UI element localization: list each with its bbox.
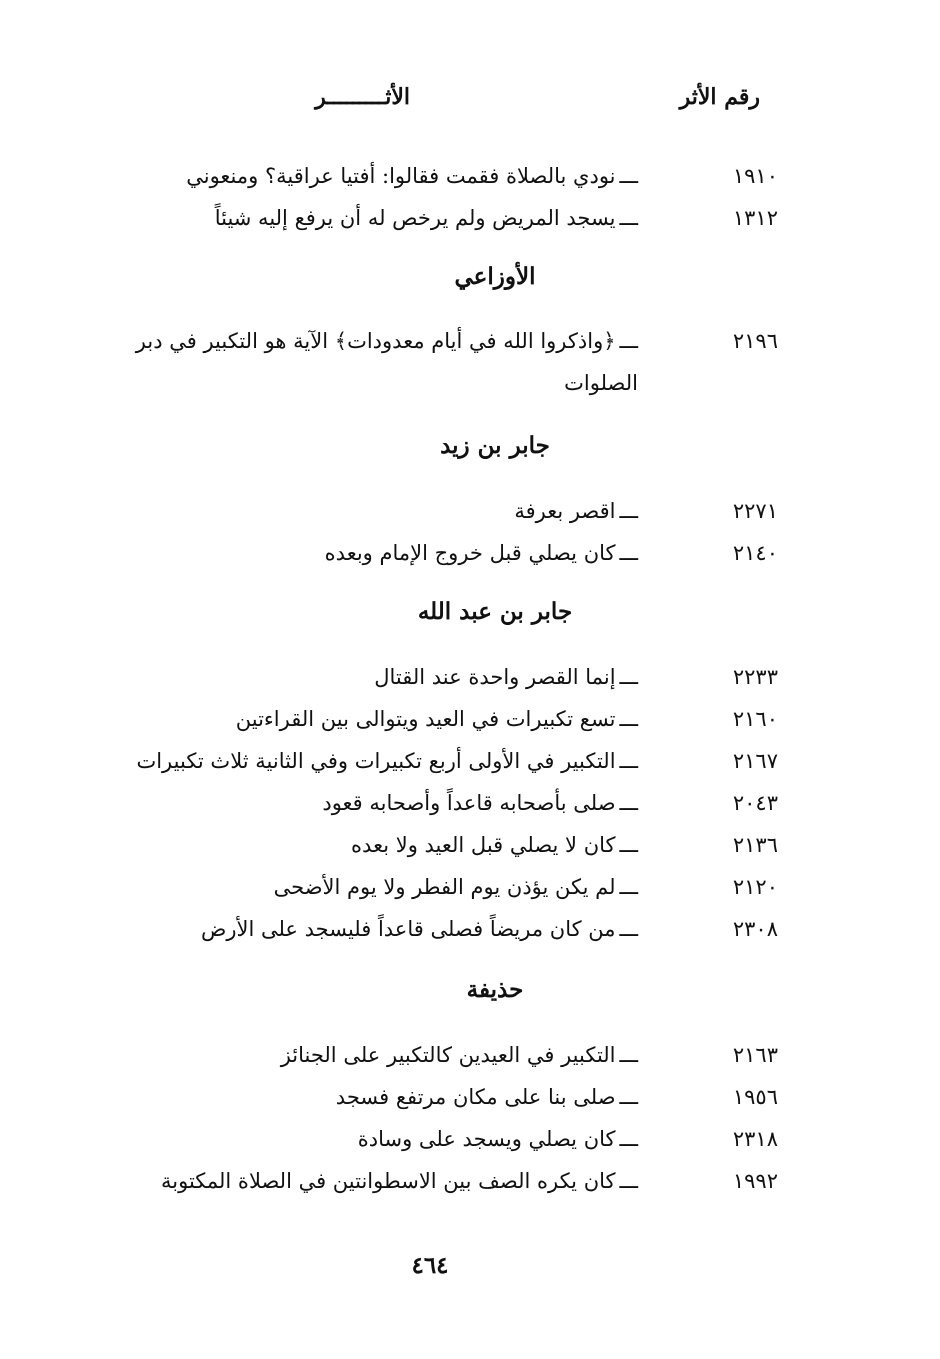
entry-text: ـــمن كان مريضاً فصلى قاعداً فليسجد على الأرض — [98, 908, 638, 950]
entry-number: ٢٢٣٣ — [732, 665, 778, 689]
entry-dash: ـــ — [619, 329, 638, 353]
table-header — [140, 84, 760, 124]
page-number: ٤٦٤ — [411, 1252, 449, 1279]
entry-dash: ـــ — [619, 1127, 638, 1151]
entry-number: ٢١٦٣ — [732, 1043, 778, 1067]
entry-dash: ـــ — [619, 749, 638, 773]
entry-dash: ـــ — [619, 1043, 638, 1067]
entry-number: ٢١٤٠ — [732, 541, 778, 565]
entry-dash: ـــ — [619, 833, 638, 857]
entry-number: ١٩١٠ — [732, 164, 778, 188]
entry-dash: ـــ — [619, 665, 638, 689]
entry-dash: ـــ — [619, 206, 638, 230]
section-title: حذيفة — [466, 976, 524, 1003]
entry-number: ٢١٦٧ — [732, 749, 778, 773]
entry-number: ٢١٣٦ — [732, 833, 778, 857]
header-number-column: رقم الأثر — [679, 84, 760, 110]
entry-dash: ـــ — [619, 917, 638, 941]
entry-text: ـــصلى بأصحابه قاعداً وأصحابه قعود — [98, 782, 638, 824]
entry-text: ـــنودي بالصلاة فقمت فقالوا: أفتيا عراقية؟ ومنعوني — [98, 155, 638, 197]
section-title: جابر بن زيد — [440, 432, 550, 459]
section-title: جابر بن عبد الله — [417, 598, 573, 625]
entry-number: ٢٢٧١ — [732, 499, 778, 523]
entry-dash: ـــ — [619, 791, 638, 815]
entry-number: ٢١٢٠ — [732, 875, 778, 899]
entry-dash: ـــ — [619, 164, 638, 188]
entry-text: ـــيسجد المريض ولم يرخص له أن يرفع إليه شيئاً — [98, 197, 638, 239]
entry-text: ـــ﴿واذكروا الله في أيام معدودات﴾ الآية هو التكبير في دبر الصلوات — [98, 320, 638, 404]
entry-text: ـــإنما القصر واحدة عند القتال — [98, 656, 638, 698]
entry-number: ٢١٩٦ — [732, 329, 778, 353]
entry-text: ـــكان يصلي قبل خروج الإمام وبعده — [98, 532, 638, 574]
section-title: الأوزاعي — [454, 263, 536, 290]
entry-dash: ـــ — [619, 1169, 638, 1193]
entry-dash: ـــ — [619, 707, 638, 731]
entry-dash: ـــ — [619, 541, 638, 565]
entry-number: ٢٣١٨ — [732, 1127, 778, 1151]
entry-number: ٢١٦٠ — [732, 707, 778, 731]
entry-dash: ـــ — [619, 499, 638, 523]
entry-number: ٢٣٠٨ — [732, 917, 778, 941]
entry-dash: ـــ — [619, 875, 638, 899]
entry-text: ـــلم يكن يؤذن يوم الفطر ولا يوم الأضحى — [98, 866, 638, 908]
entry-number: ٢٠٤٣ — [732, 791, 778, 815]
entry-text: ـــكان يكره الصف بين الاسطوانتين في الصلاة المكتوبة — [98, 1160, 638, 1202]
entry-text: ـــكان لا يصلي قبل العيد ولا بعده — [98, 824, 638, 866]
entry-text: ـــالتكبير في العيدين كالتكبير على الجنائز — [98, 1034, 638, 1076]
entry-number: ١٩٥٦ — [732, 1085, 778, 1109]
entry-dash: ـــ — [619, 1085, 638, 1109]
header-title-column: الأثـــــــــر — [315, 84, 410, 110]
entry-text: ـــكان يصلي ويسجد على وسادة — [98, 1118, 638, 1160]
entry-number: ١٩٩٢ — [732, 1169, 778, 1193]
entry-text: ـــاقصر بعرفة — [98, 490, 638, 532]
entry-text: ـــصلى بنا على مكان مرتفع فسجد — [98, 1076, 638, 1118]
entry-text: ـــتسع تكبيرات في العيد ويتوالى بين القراءتين — [98, 698, 638, 740]
list-item — [98, 320, 778, 404]
entry-number: ١٣١٢ — [732, 206, 778, 230]
entry-text: ـــالتكبير في الأولى أربع تكبيرات وفي الثانية ثلاث تكبيرات — [98, 740, 638, 782]
